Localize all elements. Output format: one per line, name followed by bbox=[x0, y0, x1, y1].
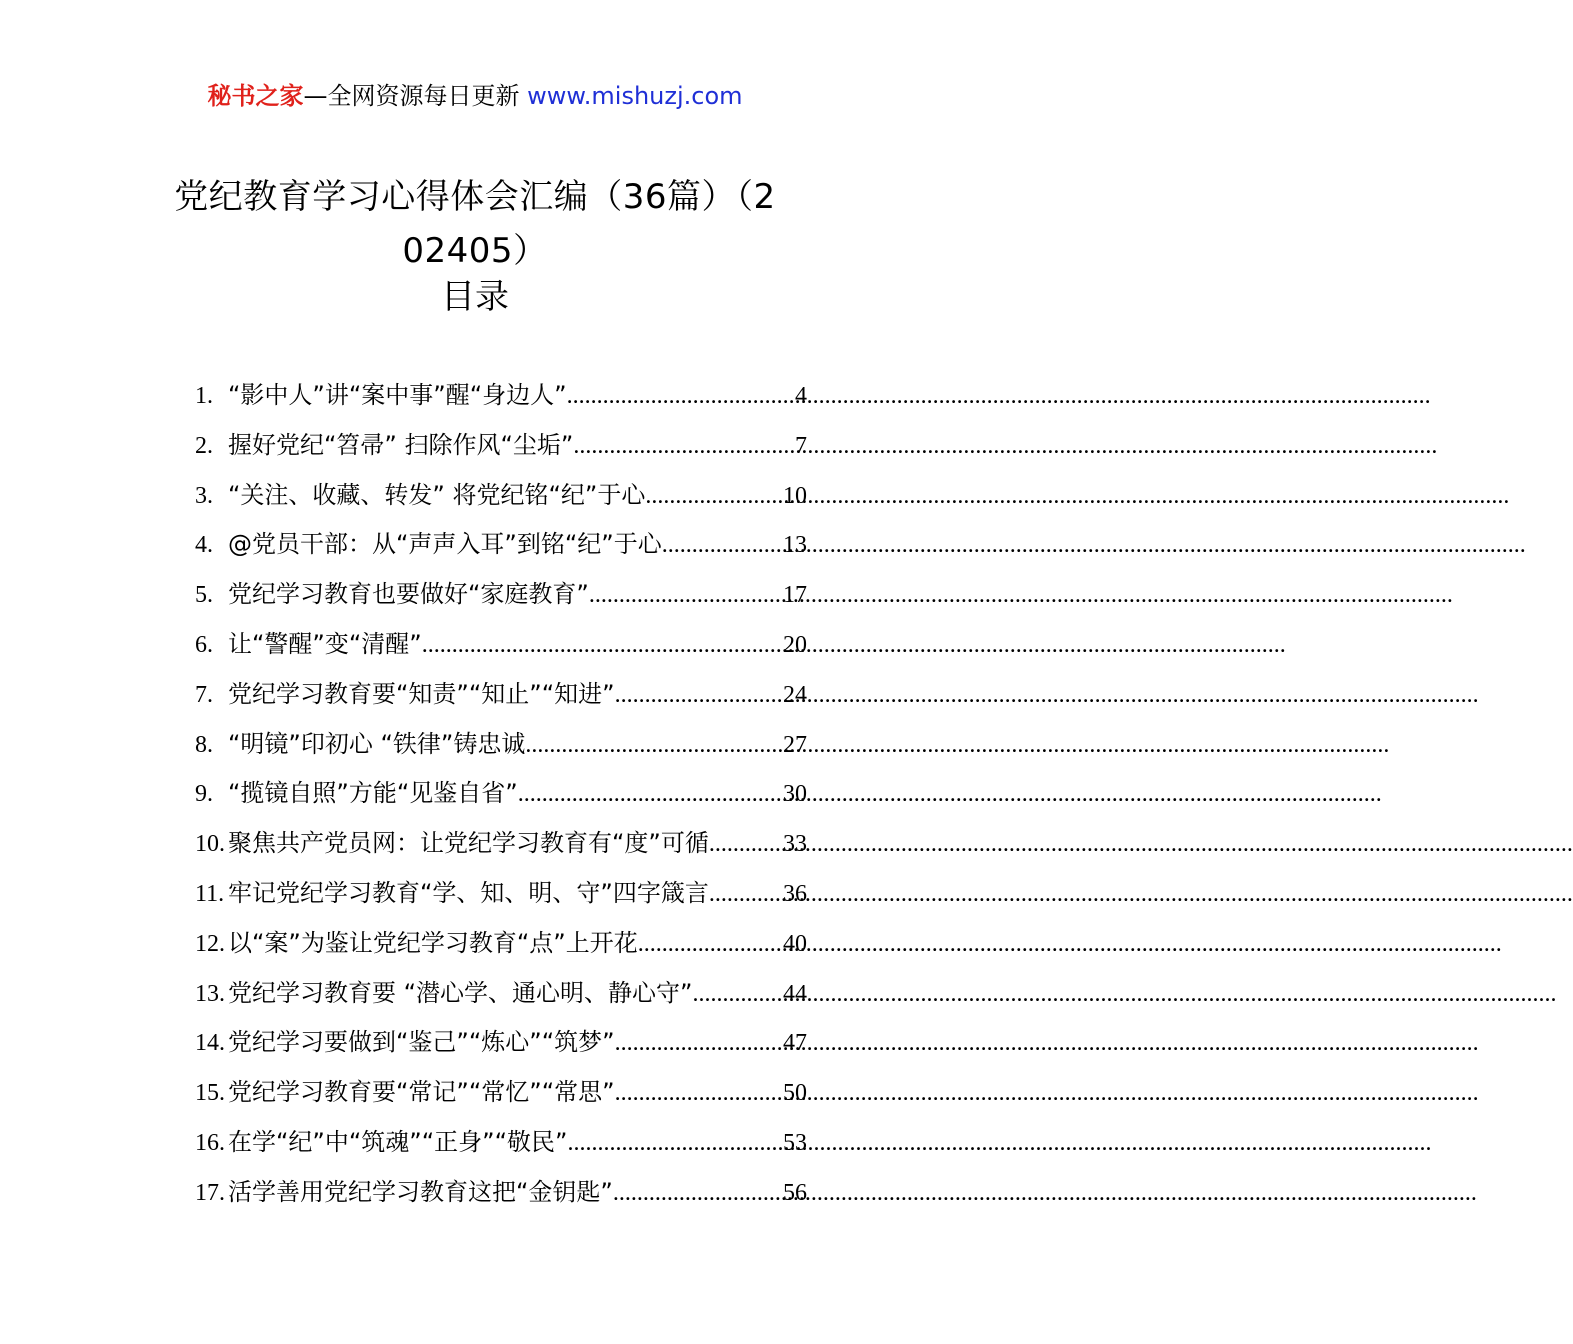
toc-item-title: “明镜”印初心 “铁律”铸忠诚 bbox=[228, 729, 526, 758]
toc-item-12[interactable] bbox=[195, 919, 807, 969]
toc-item-title: “揽镜自照”方能“见鉴自省” bbox=[228, 779, 518, 808]
toc-leader-dots bbox=[693, 970, 784, 1020]
toc-leader-dots bbox=[567, 372, 795, 422]
toc-leader-dots bbox=[615, 1069, 783, 1119]
toc-item-page: 20 bbox=[783, 631, 807, 658]
toc-item-title: @党员干部：从“声声入耳”到铭“纪”于心 bbox=[228, 530, 662, 559]
toc-item-1[interactable] bbox=[195, 371, 807, 421]
toc-item-number: 9. bbox=[195, 781, 213, 808]
toc-leader-dots bbox=[638, 920, 783, 970]
toc-item-number: 14. bbox=[195, 1030, 225, 1057]
toc-item-title: “关注、收藏、转发” 将党纪铭“纪”于心 bbox=[228, 480, 646, 509]
toc-item-title: 党纪学习教育要“常记”“常忆”“常思” bbox=[228, 1078, 615, 1107]
toc-item-title: 握好党纪“笤帚” 扫除作风“尘垢” bbox=[228, 430, 574, 459]
site-tagline: —全网资源每日更新 bbox=[303, 82, 520, 110]
toc-item-page: 53 bbox=[783, 1129, 807, 1156]
toc-leader-dots bbox=[613, 1169, 783, 1219]
site-url-link[interactable]: www.mishuzj.com bbox=[527, 82, 743, 110]
toc-item-page: 10 bbox=[783, 482, 807, 509]
toc-item-page: 50 bbox=[783, 1080, 807, 1107]
toc-leader-dots bbox=[709, 870, 783, 920]
toc-item-title: 以“案”为鉴让党纪学习教育“点”上开花 bbox=[228, 928, 638, 957]
toc-item-page: 33 bbox=[783, 831, 807, 858]
toc-leader-dots bbox=[518, 770, 783, 820]
toc-leader-dots bbox=[615, 1019, 783, 1069]
toc-item-number: 3. bbox=[195, 482, 213, 509]
toc-item-title: 牢记党纪学习教育“学、知、明、守”四字箴言 bbox=[228, 878, 709, 907]
toc-heading: 目录 bbox=[441, 277, 509, 317]
toc-item-9[interactable] bbox=[195, 769, 807, 819]
toc-item-page: 13 bbox=[783, 532, 807, 559]
toc-item-title: 党纪学习教育要“知责”“知止”“知进” bbox=[228, 679, 615, 708]
toc-leader-dots bbox=[422, 621, 783, 671]
toc-item-number: 7. bbox=[195, 681, 213, 708]
toc-leader-dots bbox=[662, 521, 783, 571]
toc-item-title: “影中人”讲“案中事”醒“身边人” bbox=[228, 381, 567, 409]
toc-leader-dots bbox=[525, 721, 783, 771]
toc-item-6[interactable] bbox=[195, 620, 807, 670]
toc-item-title: 在学“纪”中“筑魂”“正身”“敬民” bbox=[228, 1127, 568, 1156]
toc-item-title: 党纪学习要做到“鉴己”“炼心”“筑梦” bbox=[228, 1028, 615, 1057]
toc-item-10[interactable] bbox=[195, 819, 807, 869]
toc-item-8[interactable] bbox=[195, 720, 807, 770]
toc-item-number: 13. bbox=[195, 980, 225, 1007]
toc-leader-dots bbox=[645, 472, 783, 522]
toc-item-14[interactable] bbox=[195, 1018, 807, 1068]
document-title-line-1: 党纪教育学习心得体会汇编（36篇）（2 bbox=[174, 177, 776, 217]
toc-item-number: 10. bbox=[195, 831, 225, 858]
toc-item-15[interactable] bbox=[195, 1068, 807, 1118]
site-brand: 秘书之家 bbox=[207, 82, 304, 110]
toc-item-number: 11. bbox=[195, 880, 225, 907]
toc-item-page: 47 bbox=[783, 1030, 807, 1057]
toc-item-4[interactable] bbox=[195, 520, 807, 570]
toc-item-number: 4. bbox=[195, 532, 213, 559]
toc-item-16[interactable] bbox=[195, 1118, 807, 1168]
toc-item-2[interactable] bbox=[195, 421, 807, 471]
toc-item-3[interactable] bbox=[195, 471, 807, 521]
toc-item-page: 7 bbox=[795, 432, 807, 459]
table-of-contents bbox=[195, 371, 807, 1218]
toc-item-page: 56 bbox=[783, 1179, 807, 1206]
toc-item-5[interactable] bbox=[195, 570, 807, 620]
toc-item-title: 让“警醒”变“清醒” bbox=[228, 629, 422, 658]
toc-leader-dots bbox=[589, 571, 783, 621]
toc-item-page: 44 bbox=[783, 980, 807, 1007]
toc-item-11[interactable] bbox=[195, 869, 807, 919]
toc-leader-dots bbox=[615, 671, 783, 721]
toc-item-title: 活学善用党纪学习教育这把“金钥匙” bbox=[228, 1177, 613, 1206]
toc-item-number: 5. bbox=[195, 582, 213, 609]
toc-item-page: 4 bbox=[795, 383, 807, 409]
toc-item-number: 2. bbox=[195, 432, 213, 459]
site-header bbox=[0, 78, 950, 114]
toc-item-7[interactable] bbox=[195, 670, 807, 720]
toc-leader-dots bbox=[573, 422, 795, 472]
toc-item-number: 16. bbox=[195, 1129, 225, 1156]
toc-item-number: 8. bbox=[195, 731, 213, 758]
toc-item-number: 1. bbox=[195, 383, 213, 409]
toc-leader-dots bbox=[709, 820, 783, 870]
toc-item-17[interactable] bbox=[195, 1168, 807, 1218]
toc-item-number: 6. bbox=[195, 631, 213, 658]
toc-item-page: 40 bbox=[783, 930, 807, 957]
toc-item-page: 36 bbox=[783, 880, 807, 907]
toc-item-number: 17. bbox=[195, 1179, 225, 1206]
document-title-line-2: 02405） bbox=[402, 231, 548, 271]
toc-leader-dots bbox=[567, 1119, 783, 1169]
toc-item-page: 17 bbox=[783, 582, 807, 609]
document-title bbox=[140, 170, 810, 278]
toc-item-page: 24 bbox=[783, 681, 807, 708]
toc-item-title: 党纪学习教育也要做好“家庭教育” bbox=[228, 580, 589, 609]
toc-item-page: 27 bbox=[783, 731, 807, 758]
toc-item-title: 党纪学习教育要 “潜心学、通心明、静心守” bbox=[228, 978, 693, 1007]
toc-item-title: 聚焦共产党员网：让党纪学习教育有“度”可循 bbox=[228, 829, 709, 858]
toc-item-page: 30 bbox=[783, 781, 807, 808]
toc-item-number: 15. bbox=[195, 1080, 225, 1107]
toc-item-number: 12. bbox=[195, 930, 225, 957]
toc-item-13[interactable] bbox=[195, 969, 807, 1019]
